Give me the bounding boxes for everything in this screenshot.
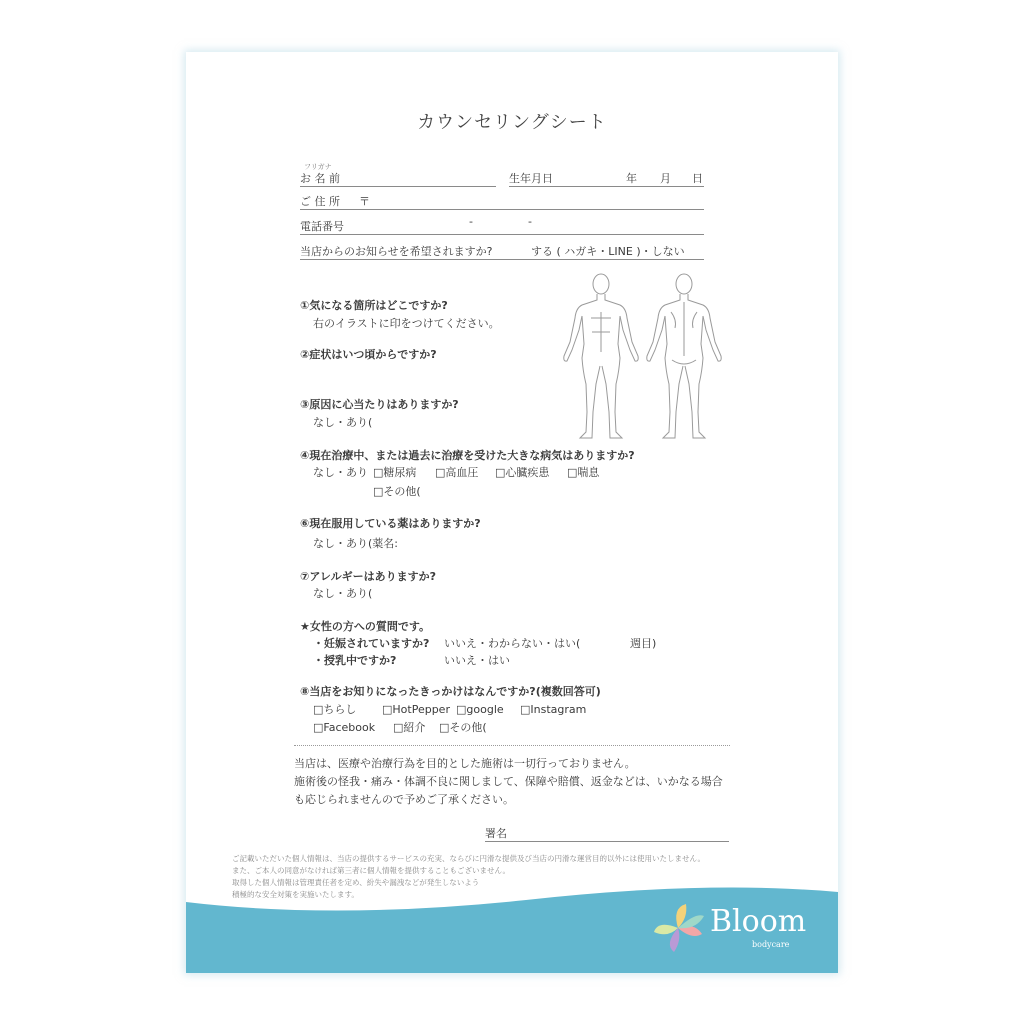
- body-front-figure[interactable]: [556, 272, 646, 444]
- birth-label: 生年月日: [509, 172, 553, 185]
- sheet-title: カウンセリングシート: [417, 112, 607, 133]
- address-label: ご 住 所: [300, 195, 340, 208]
- pregnancy-question: ・妊娠されていますか?: [313, 637, 430, 650]
- signature-field[interactable]: [485, 841, 729, 842]
- q2-title: ②症状はいつ頃からですか?: [300, 348, 437, 361]
- counseling-sheet: [186, 52, 838, 973]
- name-label: お 名 前: [300, 172, 340, 185]
- q1-title: ①気になる箇所はどこですか?: [300, 299, 448, 312]
- nursing-question: ・授乳中ですか?: [313, 654, 397, 667]
- privacy-line-2: また、ご本人の同意がなければ第三者に個人情報を提供することもございません。: [232, 866, 510, 875]
- q8-option-flyer[interactable]: □ちらし: [313, 703, 357, 716]
- q8-option-hotpepper[interactable]: □HotPepper: [382, 703, 450, 716]
- notice-options[interactable]: する ( ハガキ・LINE )・しない: [531, 245, 685, 258]
- section-divider: [294, 745, 730, 746]
- brand-tagline: bodycare: [752, 940, 790, 949]
- pregnancy-weeks: 週目): [630, 637, 657, 650]
- q6-options[interactable]: なし・あり(薬名:: [313, 537, 398, 550]
- q8-option-facebook[interactable]: □Facebook: [313, 721, 376, 734]
- phone-separator-1: -: [469, 215, 473, 228]
- q3-title: ③原因に心当たりはありますか?: [300, 398, 459, 411]
- q8-option-other[interactable]: □その他(: [439, 721, 487, 734]
- notice-question: 当店からのお知らせを希望されますか?: [300, 245, 493, 258]
- q4-title: ④現在治療中、または過去に治療を受けた大きな病気はありますか?: [300, 449, 635, 462]
- q8-title: ⑧当店をお知りになったきっかけはなんですか?(複数回答可): [300, 685, 601, 698]
- furigana-label: フリガナ: [304, 163, 332, 171]
- pregnancy-options[interactable]: いいえ・わからない・はい(: [444, 637, 581, 650]
- month-label: 月: [660, 172, 671, 185]
- disclaimer-line-3: も応じられませんので予めご了承ください。: [294, 793, 514, 806]
- q4-option-asthma[interactable]: □喘息: [567, 466, 600, 479]
- q8-option-instagram[interactable]: □Instagram: [520, 703, 587, 716]
- q7-options[interactable]: なし・あり(: [313, 587, 373, 600]
- women-section-title: ★女性の方への質問です。: [300, 620, 430, 633]
- name-field[interactable]: [300, 186, 496, 187]
- disclaimer-line-2: 施術後の怪我・痛み・体調不良に関しまして、保障や賠償、返金などは、いかなる場合: [294, 775, 723, 788]
- privacy-line-3: 取得した個人情報は管理責任者を定め、紛失や漏洩などが発生しないよう: [232, 878, 480, 887]
- q7-title: ⑦アレルギーはありますか?: [300, 570, 436, 583]
- q4-option-none-yes[interactable]: なし・あり: [313, 466, 368, 479]
- birth-field[interactable]: [509, 186, 704, 187]
- q3-options[interactable]: なし・あり(: [313, 416, 373, 429]
- phone-separator-2: -: [528, 215, 532, 228]
- q4-option-heart[interactable]: □心臓疾患: [495, 466, 550, 479]
- q8-option-google[interactable]: □google: [456, 703, 504, 716]
- q1-instruction: 右のイラストに印をつけてください。: [313, 317, 500, 330]
- phone-label: 電話番号: [300, 220, 344, 233]
- flower-icon: [652, 900, 708, 956]
- brand-name: Bloom: [710, 904, 807, 939]
- notice-line: [300, 259, 704, 260]
- address-field[interactable]: [300, 209, 704, 210]
- body-back-figure[interactable]: [639, 272, 729, 444]
- q4-option-hypertension[interactable]: □高血圧: [435, 466, 479, 479]
- q8-option-referral[interactable]: □紹介: [393, 721, 426, 734]
- day-label: 日: [692, 172, 703, 185]
- q4-option-diabetes[interactable]: □糖尿病: [373, 466, 417, 479]
- year-label: 年: [626, 172, 637, 185]
- nursing-options[interactable]: いいえ・はい: [444, 654, 510, 667]
- privacy-line-1: ご記載いただいた個人情報は、当店の提供するサービスの充実、ならびに円滑な提供及び当店の円滑な運営目的以外には使用いたしません。: [232, 854, 705, 863]
- q4-option-other[interactable]: □その他(: [373, 485, 421, 498]
- privacy-line-4: 積極的な安全対策を実施いたします。: [232, 890, 359, 899]
- postal-mark: 〒: [359, 195, 370, 208]
- bloom-logo: [652, 900, 812, 960]
- phone-field[interactable]: [300, 234, 704, 235]
- q6-title: ⑥現在服用している薬はありますか?: [300, 517, 481, 530]
- disclaimer-line-1: 当店は、医療や治療行為を目的とした施術は一切行っておりません。: [294, 757, 636, 770]
- signature-label: 署名: [485, 827, 507, 840]
